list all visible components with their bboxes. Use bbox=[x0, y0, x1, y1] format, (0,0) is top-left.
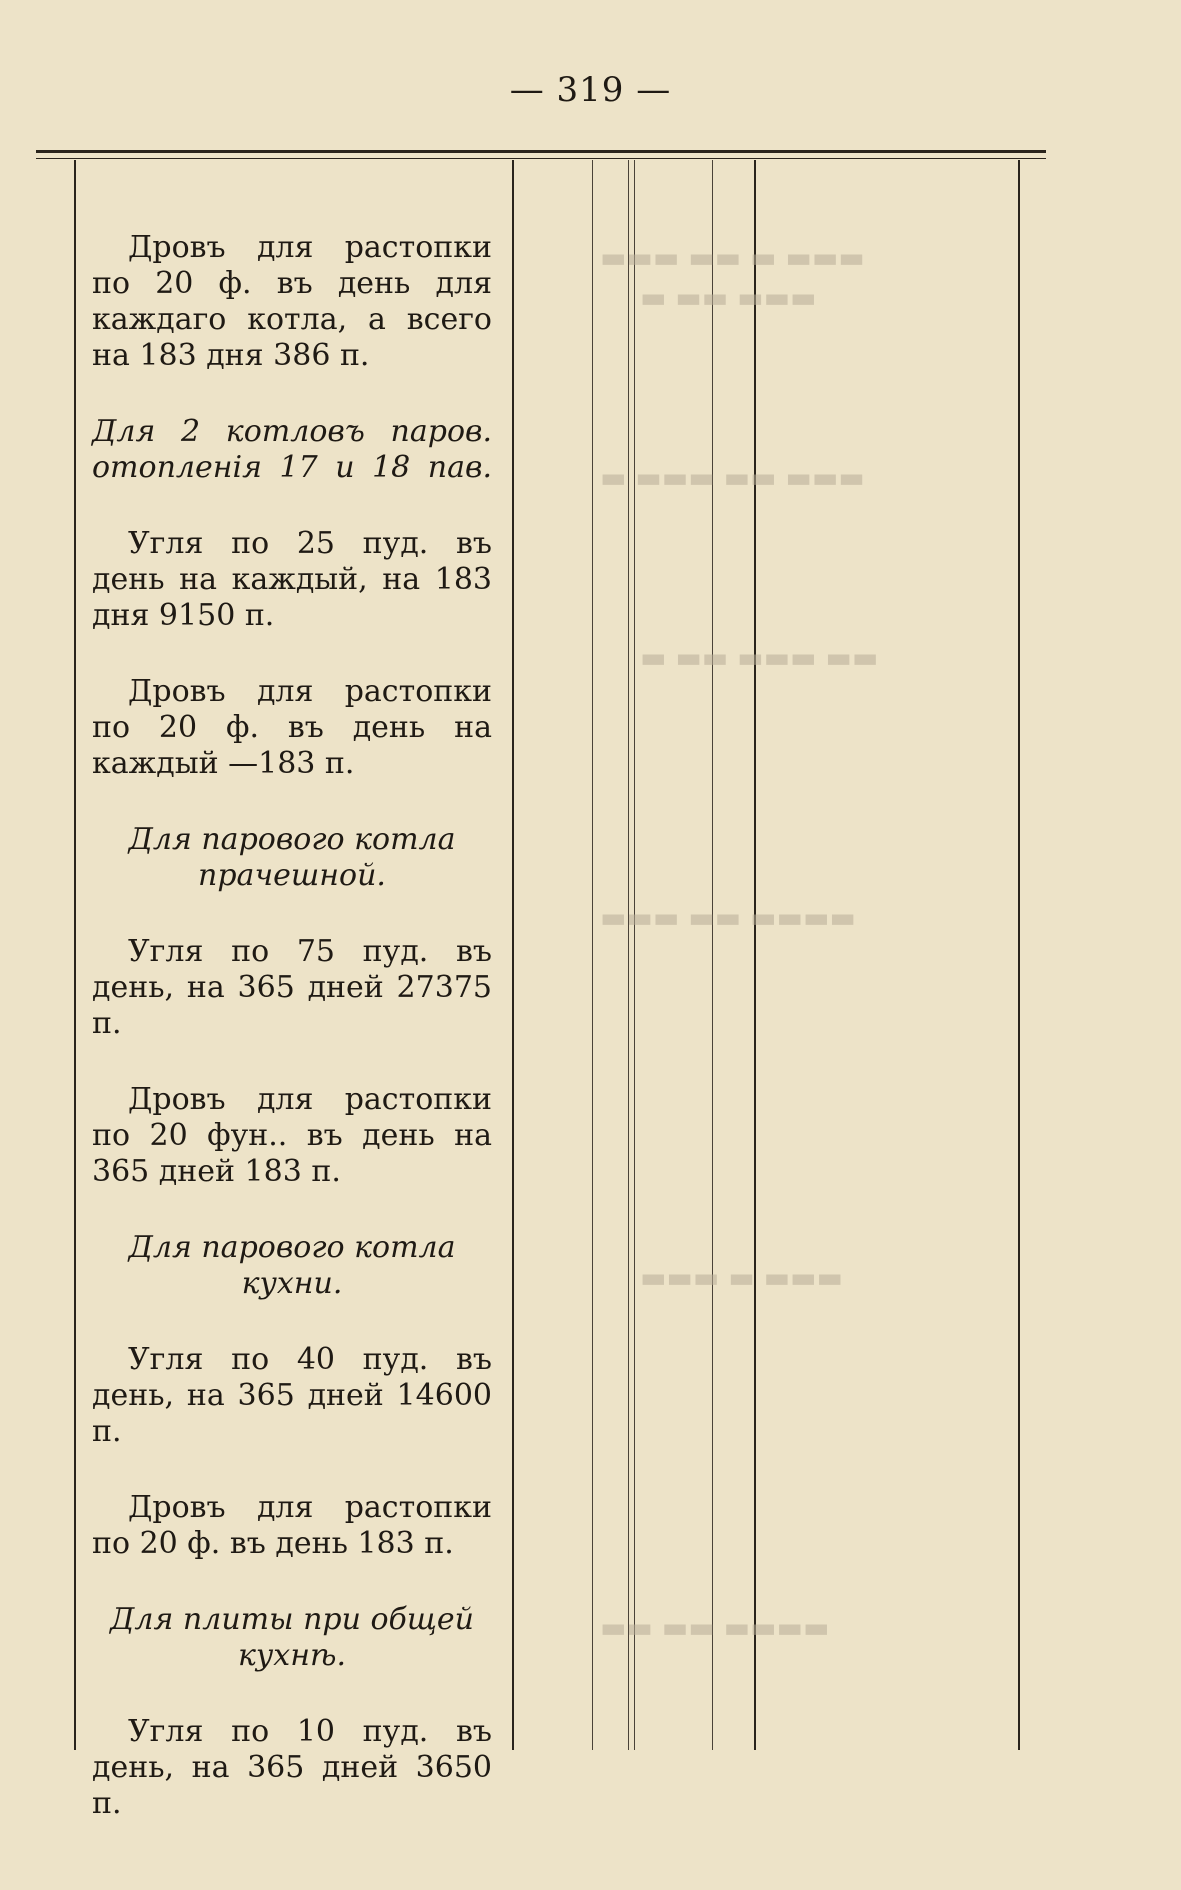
entry-text: Дровъ для растопки по 20 ф. въ день на каждый —183 п. bbox=[92, 674, 492, 781]
section-heading: Для 2 котловъ паров. отопленія 17 и 18 пав. bbox=[92, 414, 492, 485]
entry-text: Дровъ для растопки по 20 ф. въ день 183 п. bbox=[92, 1490, 492, 1561]
column-rule bbox=[592, 160, 593, 1750]
column-rule bbox=[634, 160, 635, 1750]
entry-text: Дровъ для растопки по 20 фун.. въ день на 365 дней 183 п. bbox=[92, 1082, 492, 1189]
column-rule bbox=[74, 160, 76, 1750]
column-rule bbox=[628, 160, 629, 1750]
header-rule-thin bbox=[36, 158, 1046, 159]
header-rule bbox=[36, 150, 1046, 153]
column-rule bbox=[1018, 160, 1020, 1750]
section-heading: Для парового котла кухни. bbox=[128, 1230, 456, 1301]
section-heading: Для парового котла прачешной. bbox=[128, 822, 456, 893]
column-rule bbox=[712, 160, 713, 1750]
entry-text: Угля по 25 пуд. въ день на каждый, на 183 дня 9150 п. bbox=[92, 526, 492, 633]
entry-text: Угля по 10 пуд. въ день, на 365 дней 3650 п. bbox=[92, 1714, 492, 1821]
column-rule bbox=[754, 160, 756, 1750]
first-column-text bbox=[92, 230, 492, 1822]
entry-text: Угля по 75 пуд. въ день, на 365 дней 27375 п. bbox=[92, 934, 492, 1041]
entry-text: Дровъ для растопки по 20 ф. въ день для каждаго котла, а всего на 183 дня 386 п. bbox=[92, 230, 492, 373]
page-number: — 319 — bbox=[509, 70, 672, 110]
section-heading: Для плиты при общей кухнѣ. bbox=[110, 1602, 474, 1673]
column-rule bbox=[512, 160, 514, 1750]
entry-text: Угля по 40 пуд. въ день, на 365 дней 14600 п. bbox=[92, 1342, 492, 1449]
